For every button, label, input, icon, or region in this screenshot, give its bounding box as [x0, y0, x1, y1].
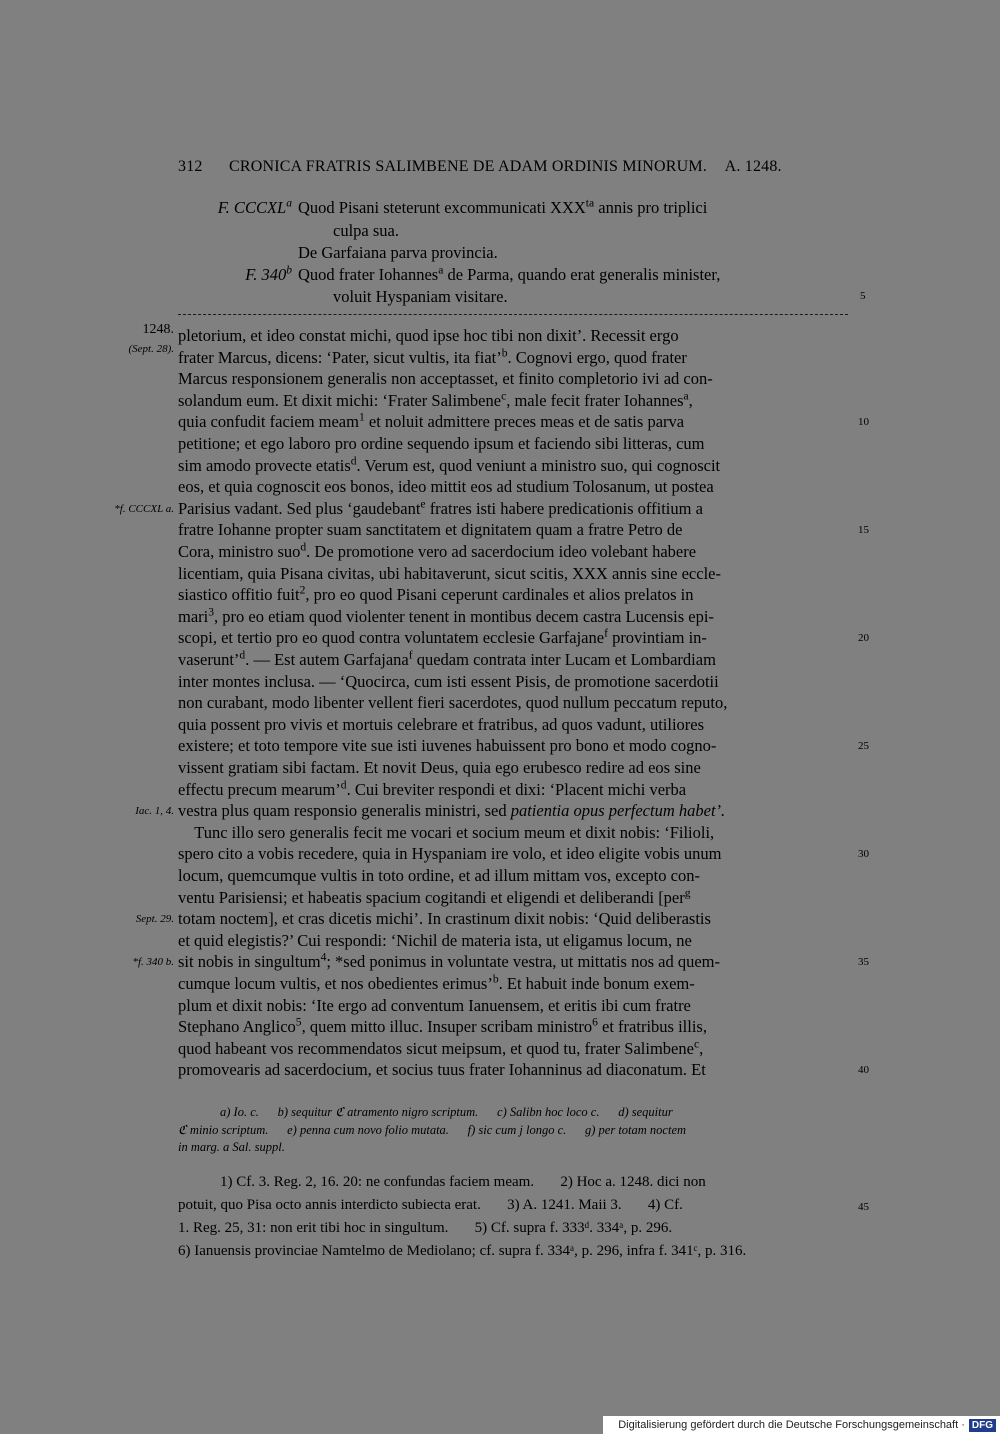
- text-line: [178, 607, 714, 627]
- margin-note: Sept. 29.: [135, 913, 174, 926]
- text-line: [178, 391, 693, 411]
- chapter-entry: [298, 243, 498, 263]
- note-marker: d: [340, 779, 347, 792]
- note-marker: c: [693, 1038, 700, 1051]
- text-segment: quedam contrata inter Lucam et Lombardiam: [412, 650, 716, 669]
- text-segment: scopi, et tertio pro eo quod contra voluntatem ecclesie Garfajane: [178, 628, 605, 648]
- text-segment: cumque locum vultis, et nos obedientes erimus’: [178, 974, 493, 993]
- text-segment: Marcus responsionem generalis non acceptasset, et finito completorio ivi ad con-: [178, 369, 713, 389]
- text-line: [178, 628, 707, 648]
- text-segment: Tunc illo sero generalis fecit me vocari et socium meum et dixit nobis: ‘Filioli,: [178, 822, 715, 842]
- text-segment: solandum eum. Et dixit michi: ‘Frater Salimbene: [178, 390, 502, 410]
- chapter-text: de Parma, quando erat generalis minister,: [443, 265, 721, 284]
- line-number: 20: [858, 632, 869, 645]
- note-marker: c: [501, 390, 507, 403]
- text-segment: vaserunt’: [178, 650, 240, 669]
- text-segment: siastico offitio fuit: [178, 585, 300, 605]
- footer-text: Digitalisierung gefördert durch die Deutsche Forschungsgemeinschaft ·: [618, 1419, 965, 1431]
- text-segment: , quem mitto illuc. Insuper scribam ministro: [301, 1017, 593, 1037]
- text-segment: et fratribus illis,: [597, 1017, 707, 1037]
- text-segment: plum et dixit nobis: ‘Ite ergo ad conventum Ianuensem, et eritis ibi cum fratre: [178, 995, 691, 1015]
- text-segment: eos, et quia cognoscit eos bonos, ideo mittit eos ad studium Tolosanum, ut postea: [178, 477, 714, 497]
- text-line: [178, 866, 700, 886]
- margin-note: Iac. 1, 4.: [135, 805, 174, 818]
- chapter-text: voluit Hyspaniam visitare.: [333, 287, 508, 306]
- footnote-line: potuit, quo Pisa octo annis interdicto subiecta erat. 3) A. 1241. Maii 3. 4) Cf.: [178, 1197, 683, 1213]
- chapter-text: Quod frater Iohannes: [298, 265, 439, 284]
- text-line: [178, 672, 719, 692]
- text-segment: petitione; et ego laboro pro ordine sequendo ipsum et faciendo sibi litteras, cum: [178, 434, 705, 453]
- running-header: [178, 158, 782, 176]
- line-number: 15: [858, 524, 869, 537]
- text-segment: , male fecit frater Iohannes: [506, 390, 684, 410]
- text-line: [178, 369, 713, 389]
- text-segment: et quid elegistis?’ Cui respondi: ‘Nichil de materia ista, ut eligamus locum, ne: [178, 930, 692, 950]
- text-segment: . Verum est, quod veniunt a ministro suo, qui cognoscit: [356, 455, 721, 475]
- text-line: [178, 434, 705, 454]
- text-line: [178, 844, 721, 864]
- note-marker: 4: [320, 951, 327, 964]
- text-segment: , pro eo quod Pisani ceperunt cardinales et alios prelatos in: [305, 585, 694, 605]
- text-line: [178, 1017, 707, 1037]
- chapter-entry: [217, 197, 850, 218]
- chapter-entry: [333, 287, 508, 307]
- text-line: [178, 542, 696, 562]
- text-segment: promovearis ad sacerdocium, et socius tuus frater Iohanninus ad diaconatum. Et: [178, 1060, 706, 1080]
- margin-note: *f. CCCXL a.: [114, 502, 174, 515]
- margin-note: 1248.: [142, 322, 174, 337]
- text-segment: quia confudit faciem meam: [178, 412, 359, 432]
- line-number: 35: [858, 956, 869, 969]
- text-line: [178, 1060, 706, 1080]
- text-segment: totam noctem], et cras dicetis michi’. In crastinum dixit nobis: ‘Quid deliberastis: [178, 909, 711, 929]
- text-line: [178, 520, 682, 540]
- text-line: [178, 931, 692, 951]
- chapter-text: De Garfaiana parva provincia.: [298, 243, 498, 262]
- text-segment: frater Marcus, dicens: ‘Pater, sicut vultis, ita fiat’: [178, 347, 502, 367]
- running-title: CRONICA FRATRIS SALIMBENE DE ADAM ORDINIS MINORUM.: [229, 158, 708, 175]
- text-segment: . Et habuit inde bonum exem-: [498, 974, 695, 993]
- note-marker: f: [604, 627, 608, 640]
- text-segment: vestra plus quam responsio generalis ministri, sed: [178, 801, 511, 821]
- text-segment: . Cui breviter respondi et dixi: ‘Placent michi verba: [346, 779, 687, 799]
- header-year: A. 1248.: [724, 158, 782, 175]
- text-segment: ,: [688, 390, 693, 410]
- apparatus-line: in marg. a Sal. suppl.: [178, 1140, 285, 1154]
- note-marker: 3: [208, 606, 215, 619]
- text-line: [178, 715, 704, 735]
- text-segment: ventu Parisiensi; et habeatis spacium cogitandi et eligendi et deliberandi [per: [178, 887, 685, 907]
- footnote-line: 1. Reg. 25, 31: non erit tibi hoc in singultum. 5) Cf. supra f. 333ᵈ. 334ᵃ, p. 296.: [178, 1220, 673, 1236]
- note-marker: b: [492, 973, 499, 986]
- note-marker: d: [239, 649, 246, 662]
- text-line: [178, 693, 727, 713]
- text-segment: sit nobis in singultum: [178, 952, 321, 972]
- apparatus-line: ℭ minio scriptum. e) penna cum novo folio mutata. f) sic cum j longo c. g) per totam noctem: [178, 1123, 687, 1137]
- text-segment: sim amodo provecte etatis: [178, 455, 351, 475]
- text-line: [178, 650, 716, 670]
- text-segment: licentiam, quia Pisana civitas, ubi habitaverunt, sicut scitis, XXX annis sine eccle-: [178, 563, 721, 583]
- text-line: [178, 758, 701, 778]
- header-rule: [178, 314, 848, 315]
- text-line: [178, 909, 711, 929]
- text-line: [178, 348, 687, 368]
- chapter-text-sup: ta: [585, 197, 595, 210]
- text-line: [178, 780, 686, 800]
- text-line: [178, 974, 695, 994]
- footnote-line: 6) Ianuensis provinciae Namtelmo de Mediolano; cf. supra f. 334ᵃ, p. 296, infra f. 341ᶜ, p. 316.: [178, 1243, 747, 1259]
- text-segment: effectu precum mearum’: [178, 779, 341, 799]
- dfg-footer: [603, 1416, 1000, 1434]
- text-segment: Stephano Anglico: [178, 1017, 296, 1037]
- text-segment: ; *sed ponimus in voluntate vestra, ut mittatis nos ad quem-: [326, 952, 720, 972]
- note-marker: g: [684, 887, 691, 900]
- chapter-text: culpa sua.: [333, 221, 399, 240]
- line-number: 5: [860, 290, 866, 302]
- note-marker: f: [408, 649, 413, 662]
- italic-quote: patientia opus perfectum habet’.: [510, 801, 726, 821]
- line-number: 25: [858, 740, 869, 753]
- chapter-folio-label: F. 340$^b$: [245, 264, 292, 284]
- note-marker: 1: [358, 411, 365, 424]
- text-line: [178, 499, 703, 519]
- text-segment: existere; et toto tempore vite sue isti iuvenes habuissent pro bono et modo cogno-: [178, 736, 717, 756]
- text-segment: spero cito a vobis recedere, quia in Hyspaniam ire volo, et ideo eligite vobis unum: [178, 844, 722, 864]
- text-line: [178, 801, 725, 821]
- line-number: 30: [858, 848, 869, 861]
- dfg-logo: DFG: [969, 1419, 996, 1432]
- text-segment: pletorium, et ideo constat michi, quod ipse hoc tibi non dixit’. Recessit ergo: [178, 326, 679, 345]
- text-segment: locum, quemcumque vultis in toto ordine, et ad illum mittam vos, excepto con-: [178, 866, 700, 885]
- note-marker: 5: [295, 1016, 302, 1029]
- text-segment: Cora, ministro suo: [178, 542, 301, 561]
- text-segment: fratre Iohanne propter suam sanctitatem et dignitatem quam a fratre Petro de: [178, 520, 683, 540]
- note-marker: e: [420, 498, 426, 511]
- chapter-folio-label: F. CCCXL$^a$: [217, 197, 292, 217]
- text-line: [178, 736, 716, 756]
- text-segment: . De promotione vero ad sacerdocium ideo volebant habere: [306, 542, 697, 561]
- text-line: [178, 456, 720, 476]
- text-segment: . — Est autem Garfajana: [245, 650, 409, 669]
- text-line: [178, 823, 714, 843]
- chapter-entry: [245, 264, 850, 285]
- text-line: [178, 564, 721, 584]
- line-number: 10: [858, 416, 869, 429]
- text-line: [178, 1039, 703, 1059]
- text-line: [178, 585, 694, 605]
- text-line: [178, 952, 720, 972]
- note-marker: 6: [592, 1016, 598, 1029]
- text-line: [178, 996, 691, 1016]
- chapter-folio-sup: a: [286, 197, 292, 210]
- line-number: 40: [858, 1064, 869, 1077]
- text-segment: . Cognovi ergo, quod frater: [507, 347, 687, 367]
- apparatus-line: a) Io. c. b) sequitur ℭ atramento nigro scriptum. c) Salibn hoc loco c. d) sequitur: [220, 1105, 673, 1119]
- text-segment: mari: [178, 606, 209, 626]
- text-line: [178, 888, 691, 908]
- note-marker: d: [350, 455, 357, 468]
- text-segment: et noluit admittere preces meas et de satis parva: [364, 412, 685, 432]
- text-segment: quia possent pro vivis et mortuis celebrare et fratribus, ad quos vadunt, utiliores: [178, 714, 705, 734]
- text-segment: , pro eo etiam quod violenter tenent in montibus decem castra Lucensis epi-: [214, 606, 714, 626]
- note-marker: a: [683, 390, 689, 403]
- text-segment: fratres isti habere predicationis offitium a: [425, 498, 703, 518]
- text-segment: provintiam in-: [607, 628, 707, 648]
- chapter-text-sup: a: [438, 264, 444, 277]
- text-segment: quod habeant vos recommendatos sicut meipsum, et quod tu, frater Salimbene: [178, 1038, 694, 1058]
- text-segment: Parisius vadant. Sed plus ‘gaudebant: [178, 498, 421, 518]
- text-line: [178, 412, 684, 432]
- margin-note: *f. 340 b.: [132, 956, 174, 969]
- chapter-text: Quod Pisani steterunt excommunicati XXX: [298, 198, 586, 217]
- footnote-line: 1) Cf. 3. Reg. 2, 16. 20: ne confundas faciem meam. 2) Hoc a. 1248. dici non: [220, 1174, 706, 1190]
- text-segment: non curabant, modo libenter vellent fieri sacerdotes, quod nullum peccatum reputo,: [178, 693, 728, 713]
- note-marker: b: [501, 347, 508, 360]
- text-line: [178, 326, 679, 346]
- line-number: 45: [858, 1201, 869, 1213]
- page-number: 312: [178, 158, 203, 175]
- chapter-folio-sup: b: [286, 264, 292, 277]
- text-line: [178, 477, 714, 497]
- text-segment: inter montes inclusa. — ‘Quocirca, cum isti essent Pisis, de promotione sacerdotii: [178, 671, 719, 691]
- note-marker: d: [300, 541, 307, 554]
- text-segment: ,: [699, 1038, 704, 1058]
- text-segment: vissent gratiam sibi factam. Et novit Deus, quia ego erubesco redire ad eos sine: [178, 758, 701, 777]
- note-marker: 2: [299, 584, 306, 597]
- chapter-entry: [333, 221, 399, 241]
- chapter-text: annis pro triplici: [594, 198, 708, 217]
- margin-note: (Sept. 28).: [128, 342, 174, 355]
